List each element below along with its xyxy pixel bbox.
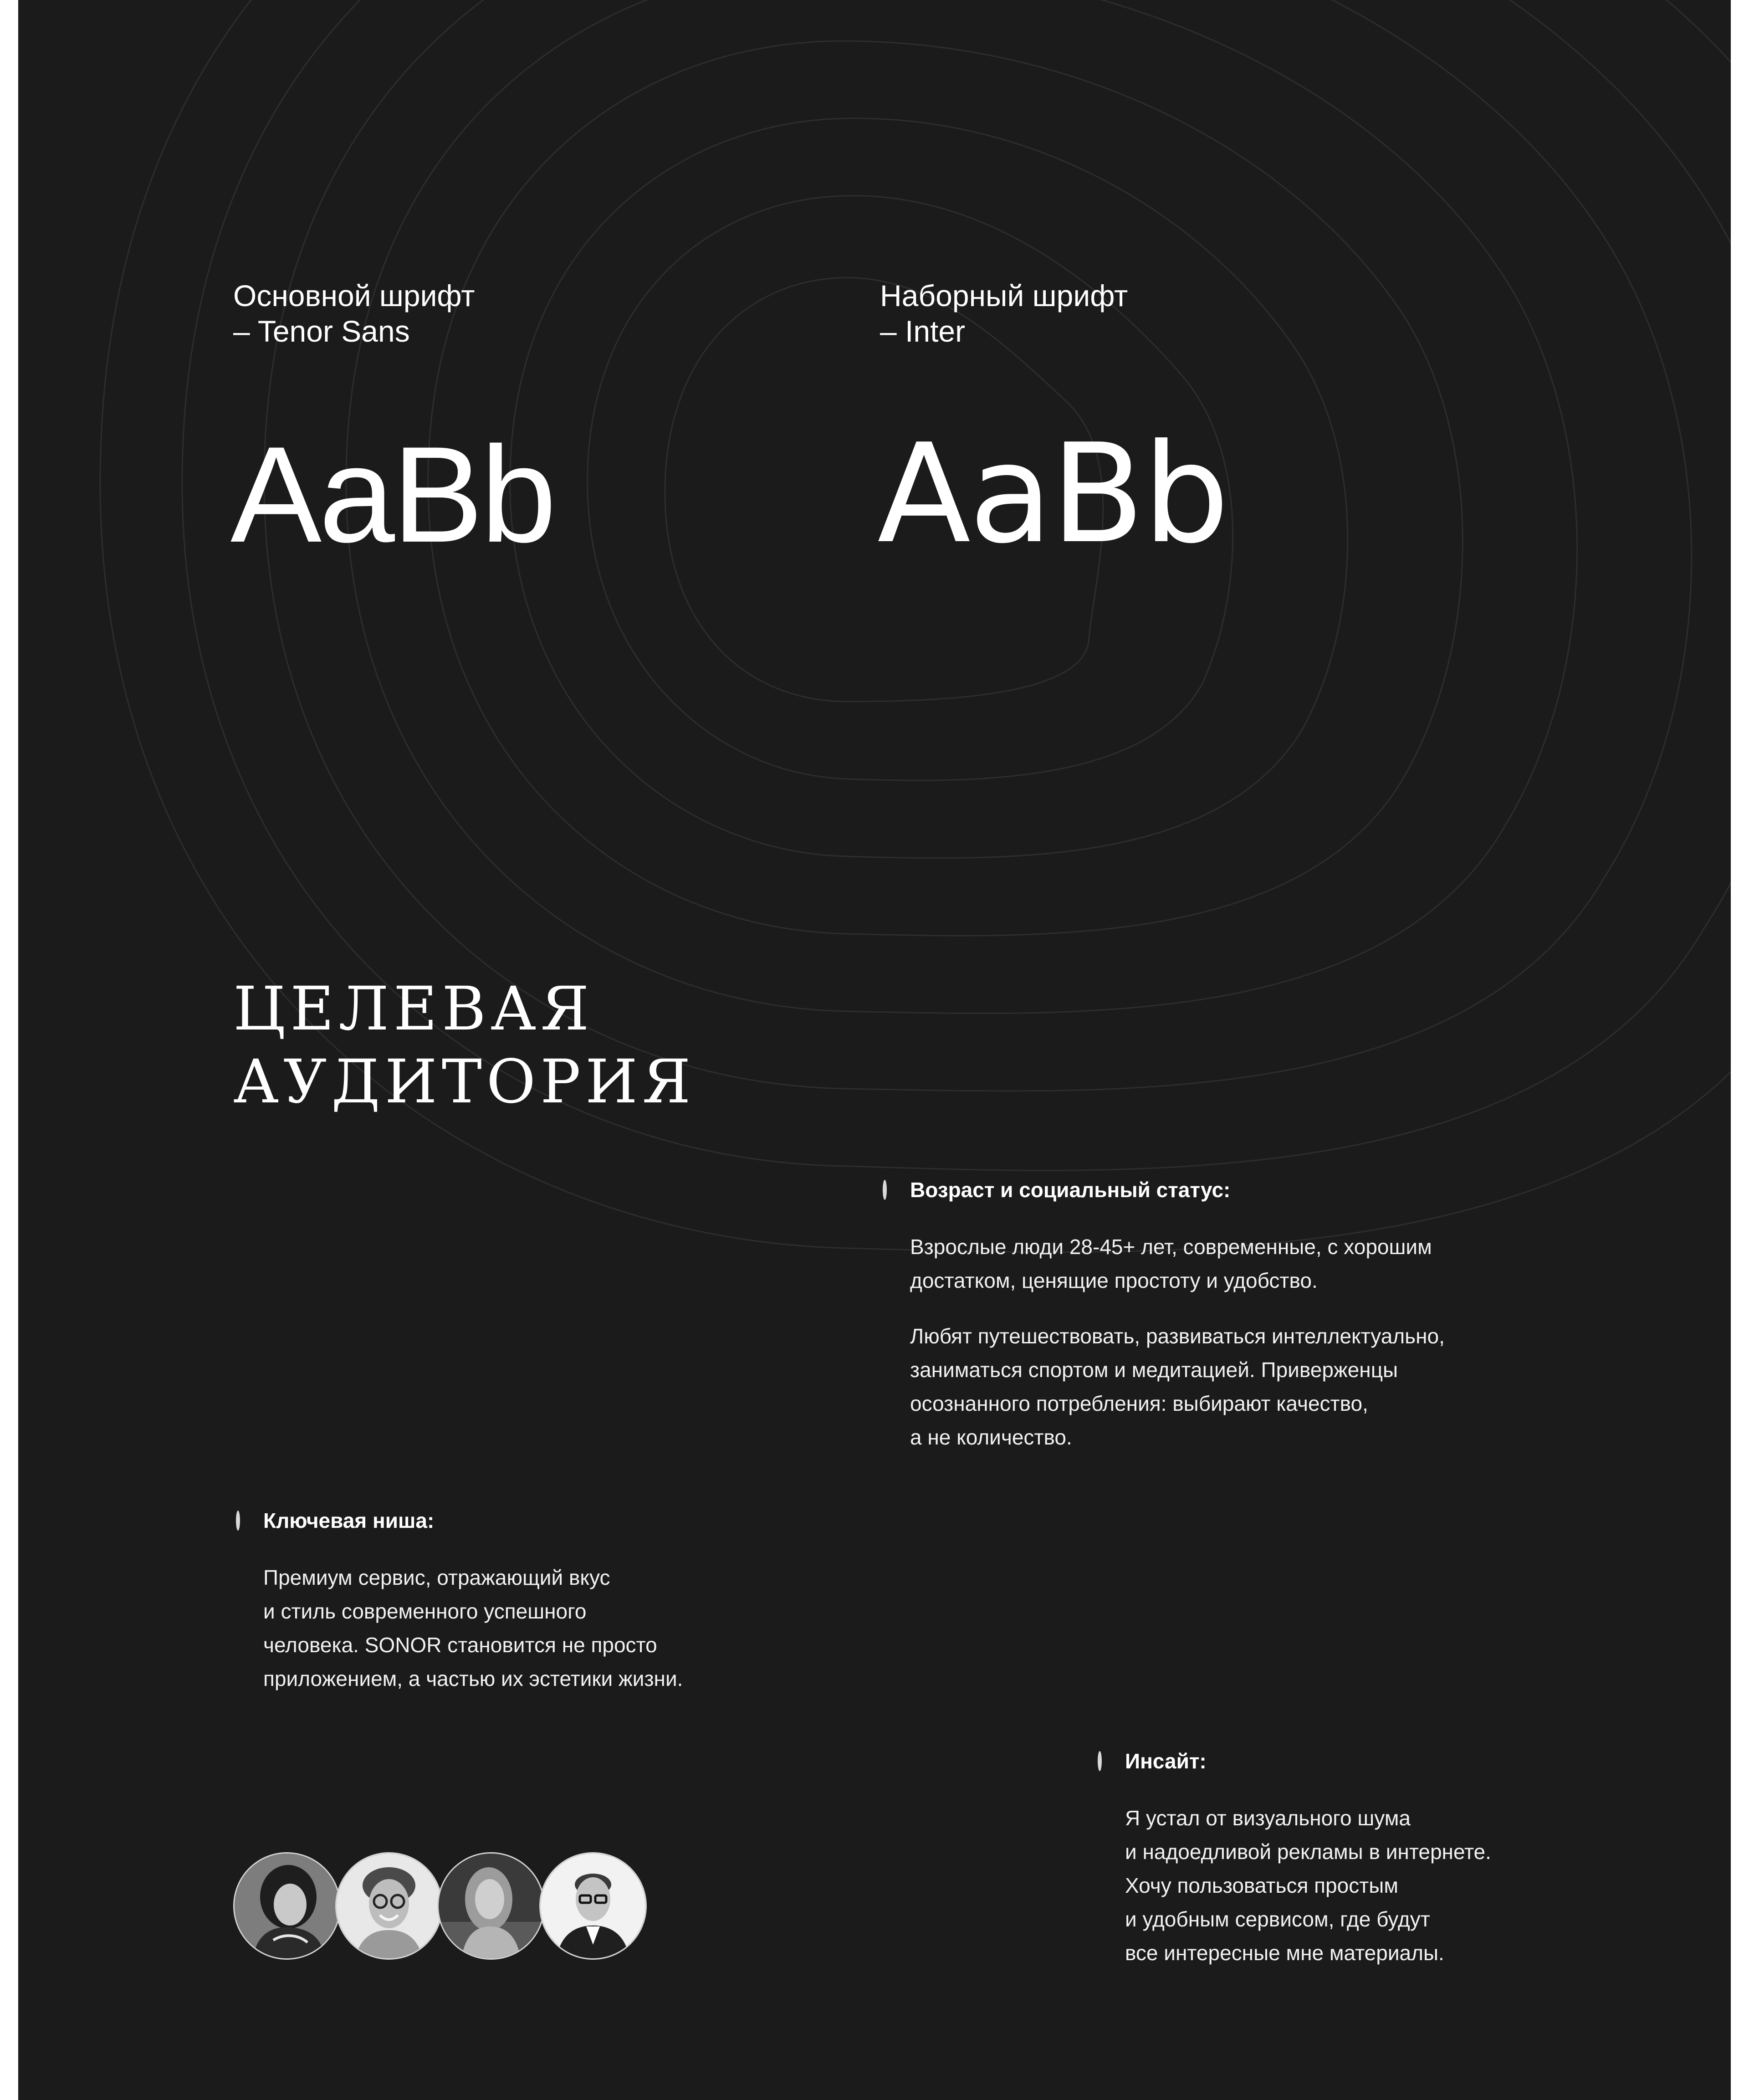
body-font-label-line1: Наборный шрифт xyxy=(880,279,1128,312)
age-status-paragraph-2 xyxy=(910,1319,1548,1454)
text-line: человека. SONOR становится не просто xyxy=(263,1633,657,1657)
bullet-marker-icon xyxy=(883,1180,887,1200)
text-line: все интересные мне материалы. xyxy=(1125,1941,1444,1965)
primary-font-label-line2: – Tenor Sans xyxy=(233,314,410,348)
insight-heading xyxy=(1125,1747,1626,1775)
primary-font-label-line1: Основной шрифт xyxy=(233,279,475,312)
body-font-block xyxy=(877,278,1228,574)
insight-heading-text: Инсайт: xyxy=(1125,1749,1207,1773)
body-font-sample: AaBb xyxy=(877,415,1228,574)
target-audience-title-line1: ЦЕЛЕВАЯ xyxy=(233,974,594,1044)
text-line: осознанного потребления: выбирают качество, xyxy=(910,1392,1368,1415)
key-niche-heading-text: Ключевая ниша: xyxy=(263,1509,435,1532)
moodboard-panel xyxy=(18,0,1731,2100)
avatar-man-glasses-curly xyxy=(335,1852,443,1960)
age-status-heading xyxy=(910,1176,1548,1204)
text-line: Я устал от визуального шума xyxy=(1125,1806,1411,1830)
key-niche-block xyxy=(263,1507,855,1695)
text-line: Любят путешествовать, развиваться интеллектуально, xyxy=(910,1324,1445,1348)
text-line: приложением, а частью их эстетики жизни. xyxy=(263,1667,683,1690)
text-line: достатком, ценящие простоту и удобство. xyxy=(910,1269,1318,1292)
text-line: и надоедливой рекламы в интернете. xyxy=(1125,1840,1491,1864)
insight-paragraph xyxy=(1125,1801,1626,1970)
key-niche-paragraph xyxy=(263,1561,855,1695)
target-audience-title-line2: АУДИТОРИЯ xyxy=(233,1047,696,1117)
text-line: Премиум сервис, отражающий вкус xyxy=(263,1566,610,1589)
bullet-marker-icon xyxy=(236,1511,240,1531)
primary-font-sample: AaBb xyxy=(230,418,554,571)
age-status-heading-text: Возраст и социальный статус: xyxy=(910,1178,1231,1202)
text-line: а не количество. xyxy=(910,1425,1072,1449)
text-line: и удобным сервисом, где будут xyxy=(1125,1907,1430,1931)
body-font-label-line2: – Inter xyxy=(880,314,966,348)
text-line: Хочу пользоваться простым xyxy=(1125,1874,1398,1897)
avatar-man-glasses-suit xyxy=(539,1852,647,1960)
key-niche-heading xyxy=(263,1507,855,1534)
text-line: заниматься спортом и медитацией. Приверженцы xyxy=(910,1358,1398,1382)
target-audience-title xyxy=(233,973,696,1118)
age-status-block xyxy=(910,1176,1548,1454)
avatar-woman-dark-hair xyxy=(233,1852,341,1960)
bullet-marker-icon xyxy=(1098,1751,1102,1771)
age-status-paragraph-1 xyxy=(910,1230,1548,1297)
avatar-woman-blonde xyxy=(437,1852,545,1960)
text-line: и стиль современного успешного xyxy=(263,1599,587,1623)
text-line: Взрослые люди 28-45+ лет, современные, с хорошим xyxy=(910,1235,1432,1259)
insight-block xyxy=(1125,1747,1626,1970)
primary-font-block xyxy=(230,278,554,571)
